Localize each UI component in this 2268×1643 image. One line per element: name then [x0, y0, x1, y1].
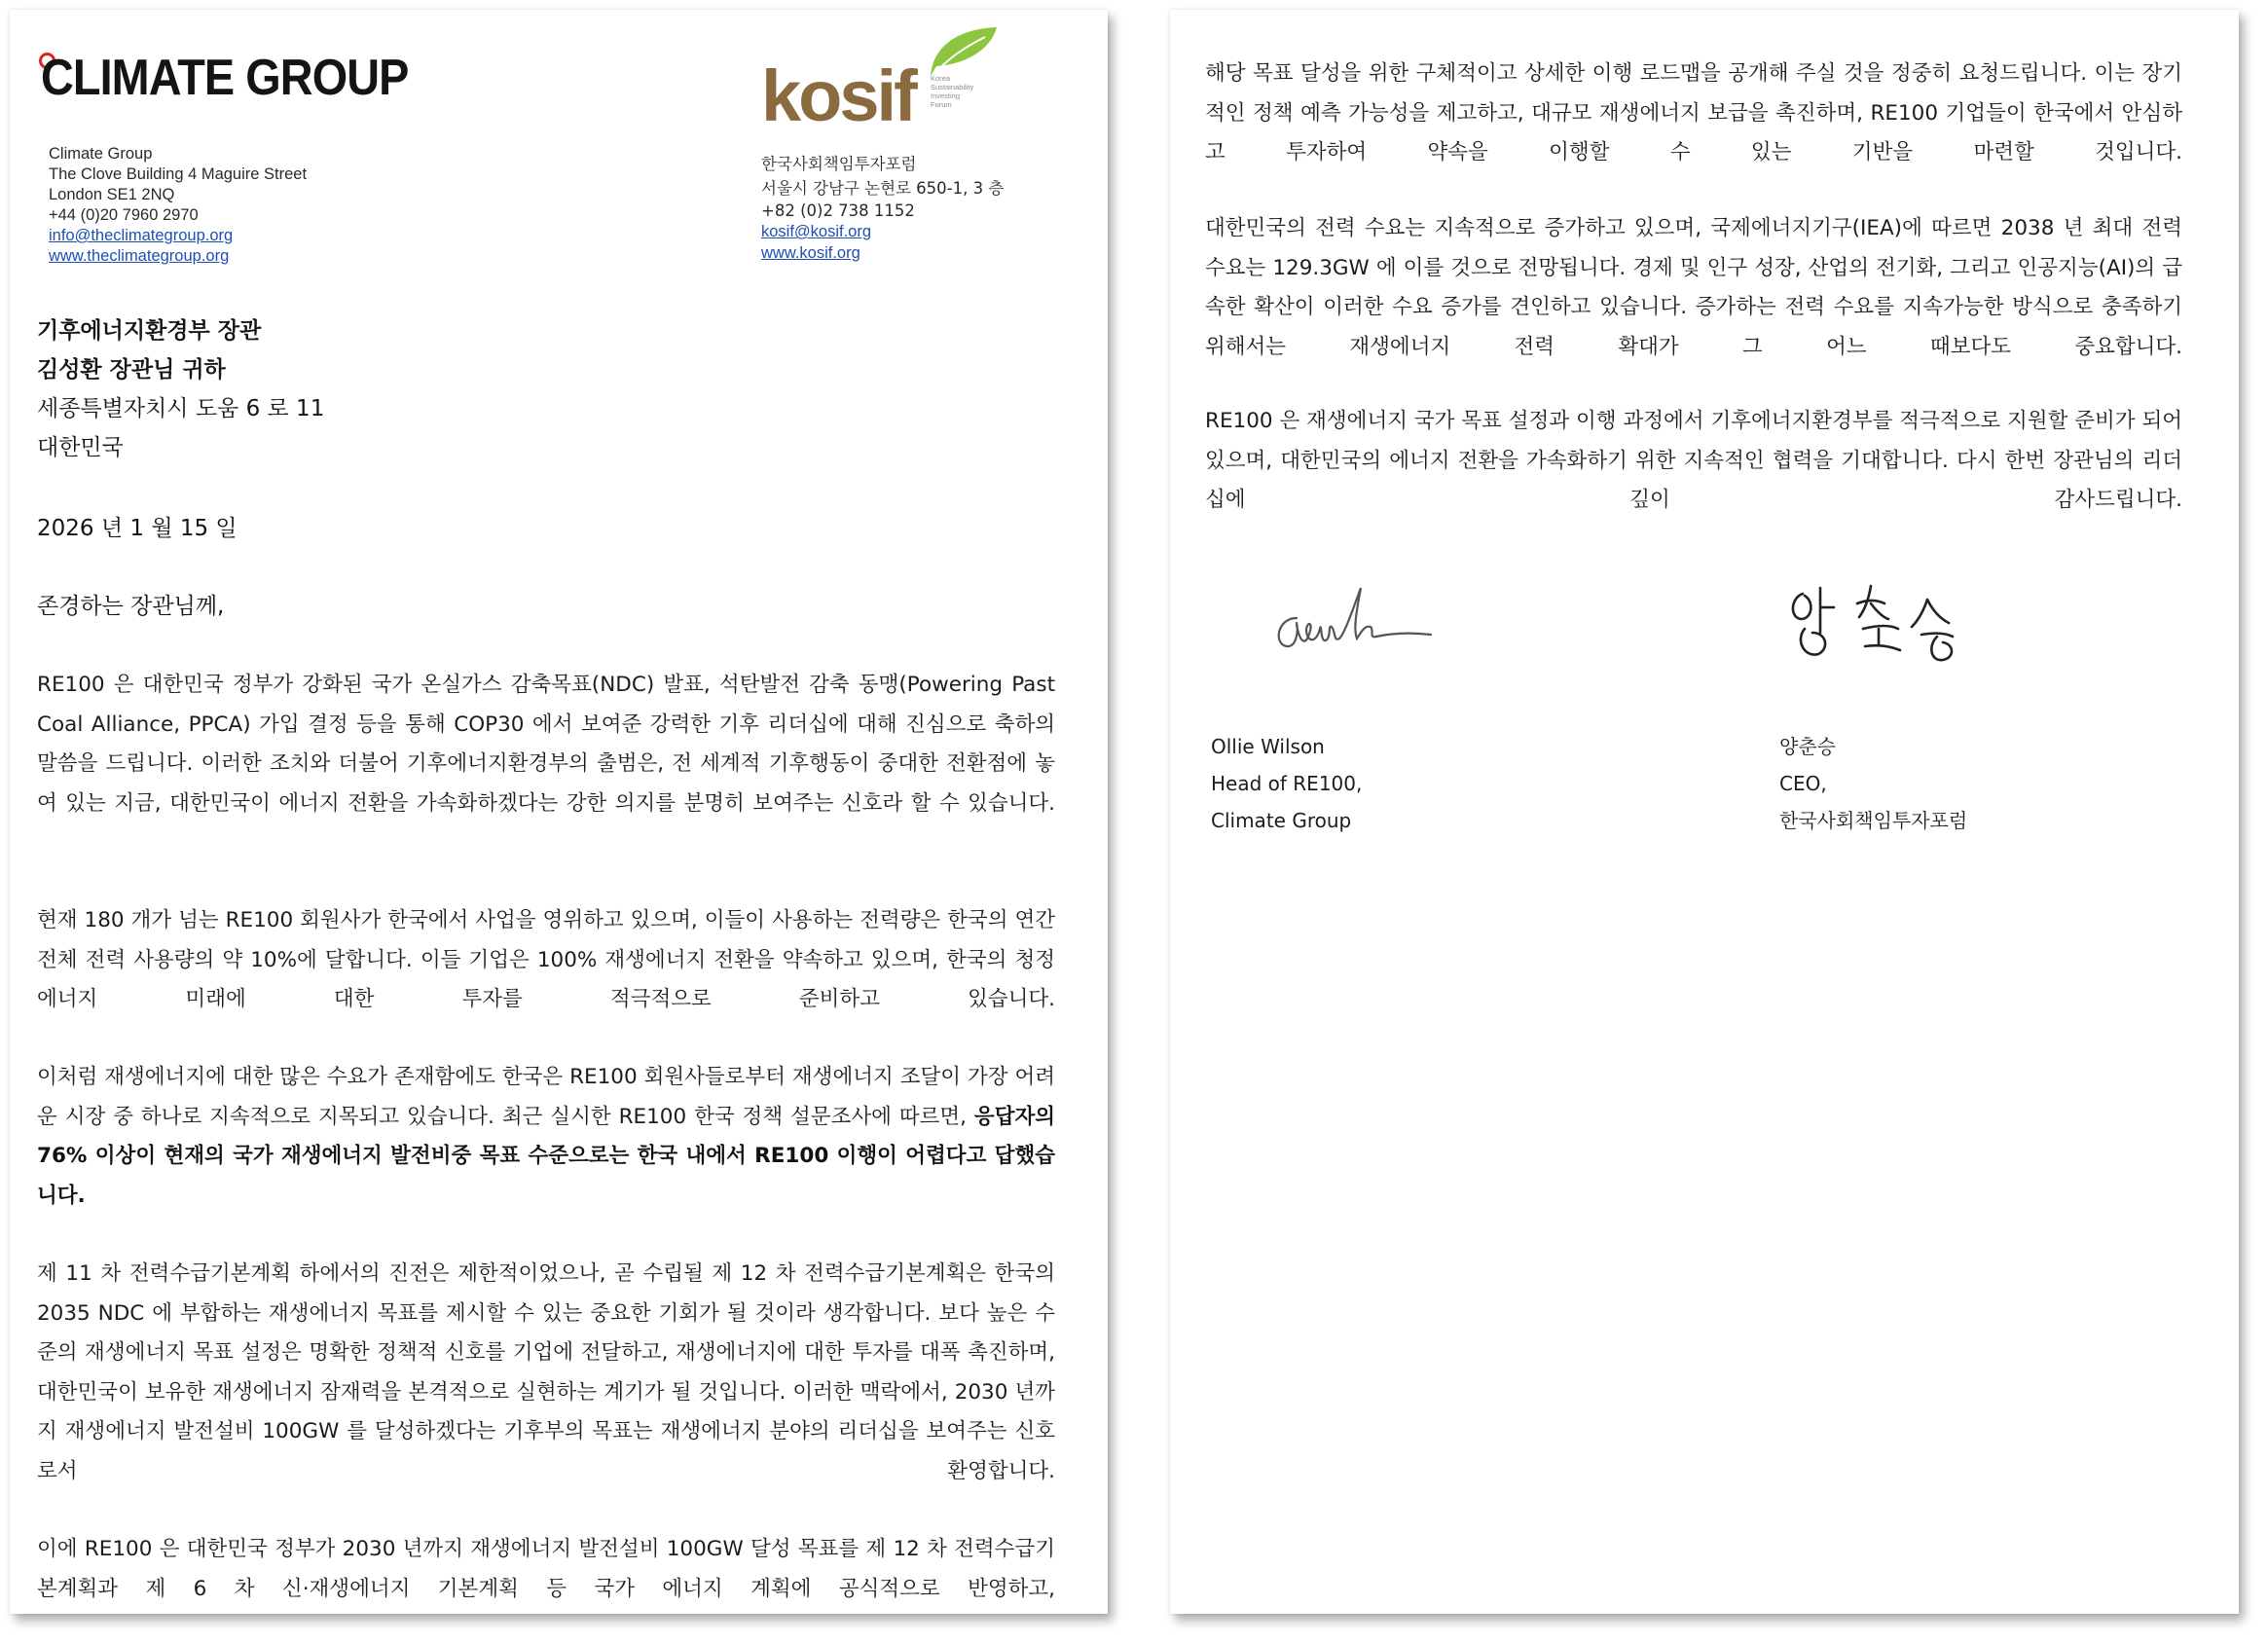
- recipient-block: [37, 311, 324, 467]
- letter-page-2: [1170, 10, 2239, 1614]
- kosif-subtitle-line: Sustainability: [931, 83, 974, 91]
- survey-result-highlight: 응답자의 76% 이상이 현재의 국가 재생에너지 발전비중 목표 수준으로는 한국 내에서 RE100 이행이 어렵다고 답했습니다.: [37, 1104, 1055, 1208]
- kosif-logo-text: kosif: [761, 55, 915, 136]
- body-paragraph-6-text: 해당 목표 달성을 위한 구체적이고 상세한 이행 로드맵을 공개해 주실 것을 정중히 요청드립니다. 이는 장기적인 정책 예측 가능성을 제고하고, 대규모 재생에너지 보급을 촉진하며, RE100 기업들이 한국에서 안심하고 투자하여 약속을 이행할 수 있는 기반을 마련할 것입니다.: [1205, 61, 2182, 164]
- climate-group-address-line: Climate Group: [49, 145, 153, 163]
- body-paragraph-4: [37, 1255, 1055, 1491]
- signer-organization: Climate Group: [1211, 809, 1352, 832]
- kosif-logo-subtitle: [931, 74, 989, 109]
- signer-title: CEO,: [1779, 772, 1827, 795]
- body-paragraph-1-text: RE100 은 대한민국 정부가 강화된 국가 온실가스 감축목표(NDC) 발표, 석탄발전 감축 동맹(Powering Past Coal Alliance, PPCA) 가입 결정 등을 통해 COP30 에서 보여준 강력한 기후 리더십에 대해 진심으로 축하의 말씀을 드립니다. 이러한 조치와 더불어 기후에너지환경부의 출범은, 전 세계적 기후행동이 중대한 전환점에 놓여 있는 지금, 대한민국이 에너지 전환을 가속화하겠다는 강한 의지를 분명히 보여주는 신호라 할 수 있습니다.: [37, 673, 1055, 816]
- kosif-address-line: 한국사회책임투자포럼: [761, 155, 917, 173]
- recipient-address: 세종특별자치시 도움 6 로 11: [37, 396, 325, 421]
- body-paragraph-5-text: 이에 RE100 은 대한민국 정부가 2030 년까지 재생에너지 발전설비 100GW 달성 목표를 제 12 차 전력수급기본계획과 제 6 차 신·재생에너지 기본계획 등 국가 에너지 계획에 공식적으로 반영하고,: [37, 1537, 1055, 1601]
- body-paragraph-5: [37, 1530, 1055, 1609]
- kosif-subtitle-line: Investing: [931, 91, 961, 100]
- kosif-subtitle-line: Korea: [931, 74, 951, 83]
- kosif-address: [761, 152, 1004, 264]
- body-paragraph-7-text: 대한민국의 전력 수요는 지속적으로 증가하고 있으며, 국제에너지기구(IEA)에 따르면 2038 년 최대 전력 수요는 129.3GW 에 이를 것으로 전망됩니다. 경제 및 인구 성장, 산업의 전기화, 그리고 인공지능(AI)의 급속한 확산이 이러한 수요 증가를 견인하고 있습니다. 증가하는 전력 수요를 지속가능한 방식으로 충족하기 위해서는 재생에너지 전력 확대가 그 어느 때보다도 중요합니다.: [1205, 216, 2182, 359]
- climate-group-address: [49, 144, 307, 267]
- climate-group-address-line: London SE1 2NQ: [49, 186, 175, 203]
- body-paragraph-8: [1205, 402, 2182, 521]
- body-paragraph-2: [37, 901, 1055, 1020]
- kosif-leaf-icon: [923, 21, 1001, 80]
- signer-name: Ollie Wilson: [1211, 735, 1325, 758]
- body-paragraph-3-text: 이처럼 재생에너지에 대한 많은 수요가 존재함에도 한국은 RE100 회원사들로부터 재생에너지 조달이 가장 어려운 시장 중 하나로 지속적으로 지목되고 있습니다. 최근 실시한 RE100 한국 정책 설문조사에 따르면,: [37, 1065, 1055, 1129]
- kosif-logo: [761, 55, 915, 136]
- signer-block-climate-group: [1211, 728, 1362, 839]
- recipient-name: 김성환 장관님 귀하: [37, 357, 226, 383]
- signer-title: Head of RE100,: [1211, 772, 1363, 795]
- body-paragraph-8-text: RE100 은 재생에너지 국가 목표 설정과 이행 과정에서 기후에너지환경부를 적극적으로 지원할 준비가 되어 있으며, 대한민국의 에너지 전환을 가속화하기 위한 지속적인 협력을 기대합니다. 다시 한번 장관님의 리더십에 깊이 감사드립니다.: [1205, 409, 2182, 512]
- body-paragraph-2-text: 현재 180 개가 넘는 RE100 회원사가 한국에서 사업을 영위하고 있으며, 이들이 사용하는 전력량은 한국의 연간 전체 전력 사용량의 약 10%에 달합니다. 이들 기업은 100% 재생에너지 전환을 약속하고 있으며, 한국의 청정에너지 미래에 대한 투자를 적극적으로 준비하고 있습니다.: [37, 908, 1055, 1011]
- signer-block-kosif: [1779, 728, 1967, 839]
- recipient-country: 대한민국: [37, 435, 124, 460]
- kosif-address-line: +82 (0)2 738 1152: [761, 201, 915, 220]
- climate-group-logo: CLIMATE GROUP: [41, 50, 409, 106]
- kosif-email-link[interactable]: kosif@kosif.org: [761, 223, 872, 240]
- signer-name: 양춘승: [1779, 735, 1836, 758]
- recipient-title: 기후에너지환경부 장관: [37, 318, 262, 344]
- climate-group-website-link[interactable]: www.theclimategroup.org: [49, 247, 230, 265]
- climate-group-address-line: +44 (0)20 7960 2970: [49, 206, 199, 224]
- signature-yang-chun-seung: [1781, 565, 1995, 681]
- kosif-subtitle-line: Forum: [931, 100, 952, 109]
- signature-ollie-wilson: [1267, 574, 1443, 672]
- kosif-website-link[interactable]: www.kosif.org: [761, 244, 860, 262]
- body-paragraph-1: [37, 666, 1055, 823]
- body-paragraph-4-text: 제 11 차 전력수급기본계획 하에서의 진전은 제한적이었으나, 곧 수립될 제 12 차 전력수급기본계획은 한국의 2035 NDC 에 부합하는 재생에너지 목표를 제시할 수 있는 중요한 기회가 될 것이라 생각합니다. 보다 높은 수준의 재생에너지 목표 설정은 명확한 정책적 신호를 기업에 전달하고, 재생에너지에 대한 투자를 대폭 촉진하며, 대한민국이 보유한 재생에너지 잠재력을 본격적으로 실현하는 계기가 될 것입니다. 이러한 맥락에서, 2030 년까지 재생에너지 발전설비 100GW 를 달성하겠다는 기후부의 목표는 재생에너지 분야의 리더십을 보여주는 신호로서 환영합니다.: [37, 1261, 1055, 1483]
- signer-organization: 한국사회책임투자포럼: [1779, 809, 1968, 832]
- climate-group-email-link[interactable]: info@theclimategroup.org: [49, 227, 234, 244]
- climate-group-address-line: The Clove Building 4 Maguire Street: [49, 165, 308, 183]
- body-paragraph-6: [1205, 55, 2182, 173]
- kosif-address-line: 서울시 강남구 논현로 650-1, 3 층: [761, 179, 1005, 198]
- body-paragraph-3: [37, 1058, 1055, 1216]
- body-paragraph-7: [1205, 209, 2182, 367]
- letter-page-1: [10, 10, 1108, 1614]
- salutation: 존경하는 장관님께,: [37, 594, 225, 619]
- letter-date: 2026 년 1 월 15 일: [37, 516, 238, 541]
